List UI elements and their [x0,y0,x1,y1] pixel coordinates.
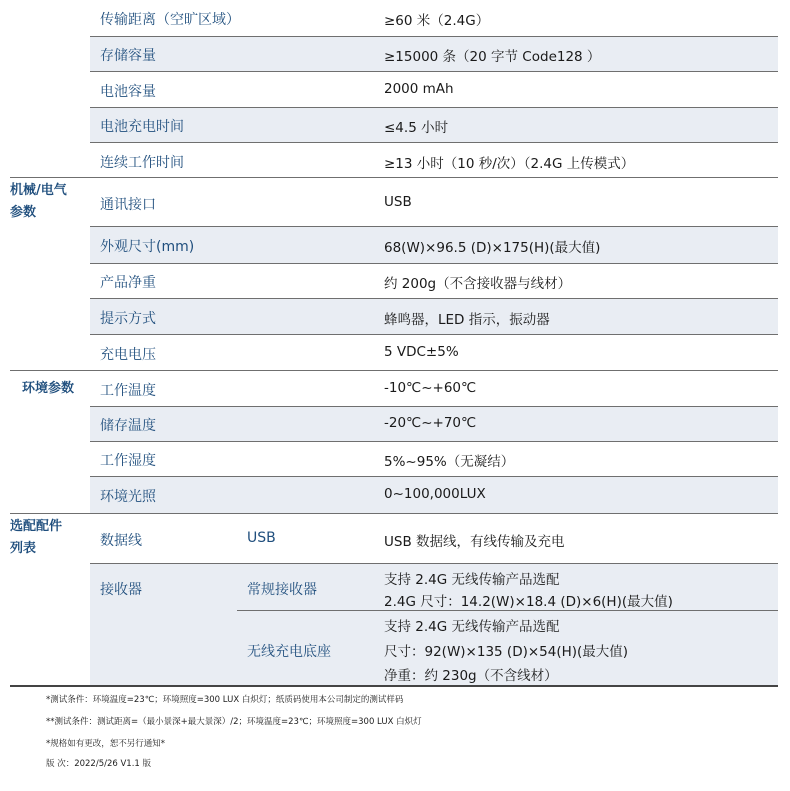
charging-dock-line: 净重：约 230g（不含线材） [384,668,558,684]
row-value: ≤4.5 小时 [384,120,449,136]
normal-receiver-label: 常规接收器 [247,582,317,598]
row-label: 提示方式 [100,311,156,327]
footnote-version: 版 次：2022/5/26 V1.1 版 [46,759,152,769]
normal-receiver-line: 2.4G 尺寸：14.2(W)×18.4 (D)×6(H)(最大值) [384,594,673,610]
row-value: 5 VDC±5% [384,344,459,360]
row-divider [90,226,778,227]
row-divider [90,142,778,143]
row-label: 工作温度 [100,383,156,399]
section-divider [10,513,778,514]
row-divider [90,36,778,37]
row-label: 充电电压 [100,347,156,363]
row-value: 蜂鸣器，LED 指示，振动器 [384,312,550,328]
footnote-test-distance: **测试条件：测试距离=（最小景深+最大景深）/2；环境温度=23℃；环境照度=300 LUX 白炽灯 [46,717,422,727]
row-value: USB 数据线，有线传输及充电 [384,534,565,550]
row-value: ≥15000 条（20 字节 Code128 ） [384,49,601,65]
row-label: 通讯接口 [100,197,156,213]
row-value: -20℃~+70℃ [384,415,477,431]
category-environment: 环境参数 [22,381,75,396]
row-divider [90,476,778,477]
row-label: 电池充电时间 [100,119,184,135]
category-mechanical-line2: 参数 [10,205,37,220]
category-mechanical-line1: 机械/电气 [10,183,67,198]
row-value: 2000 mAh [384,81,454,97]
category-accessories [10,516,90,560]
receiver-label: 接收器 [100,582,142,598]
section-divider [10,177,778,178]
row-label: 外观尺寸(mm) [100,239,195,255]
row-label: 电池容量 [100,84,156,100]
row-sublabel: USB [247,530,276,546]
row-value: 约 200g（不含接收器与线材） [384,276,572,292]
row-divider [90,334,778,335]
row-label: 传输距离（空旷区域） [100,12,240,28]
row-divider [90,71,778,72]
row-divider [90,563,778,564]
row-value: USB [384,194,412,210]
row-value: 5%~95%（无凝结） [384,454,515,470]
table-bottom-rule [10,685,778,687]
row-label: 工作湿度 [100,453,156,469]
row-value: ≥60 米（2.4G） [384,13,490,29]
row-label: 连续工作时间 [100,155,184,171]
footnote-disclaimer: *规格如有更改，恕不另行通知* [46,739,166,749]
row-label: 存储容量 [100,48,156,64]
row-divider [90,263,778,264]
row-divider [90,298,778,299]
normal-receiver-line: 支持 2.4G 无线传输产品选配 [384,572,560,588]
charging-dock-line: 尺寸：92(W)×135 (D)×54(H)(最大值) [384,644,629,660]
category-mechanical [10,180,90,224]
row-label: 数据线 [100,533,142,549]
footnote-test-condition: *测试条件：环境温度=23℃；环境照度=300 LUX 白炽灯；纸质码使用本公司制定的测试样码 [46,695,404,705]
category-accessories-line1: 选配配件 [10,519,63,534]
row-value: -10℃~+60℃ [384,380,477,396]
section-divider [10,370,778,371]
row-divider [237,610,778,611]
row-divider [90,441,778,442]
charging-dock-label: 无线充电底座 [247,644,331,660]
category-accessories-line2: 列表 [10,541,37,556]
charging-dock-line: 支持 2.4G 无线传输产品选配 [384,619,560,635]
row-value: 0~100,000LUX [384,486,486,502]
row-value: ≥13 小时（10 秒/次）（2.4G 上传模式） [384,156,635,172]
row-label: 储存温度 [100,418,156,434]
row-label: 环境光照 [100,489,156,505]
row-value: 68(W)×96.5 (D)×175(H)(最大值) [384,240,601,256]
row-divider [90,107,778,108]
row-label: 产品净重 [100,275,156,291]
row-divider [90,406,778,407]
